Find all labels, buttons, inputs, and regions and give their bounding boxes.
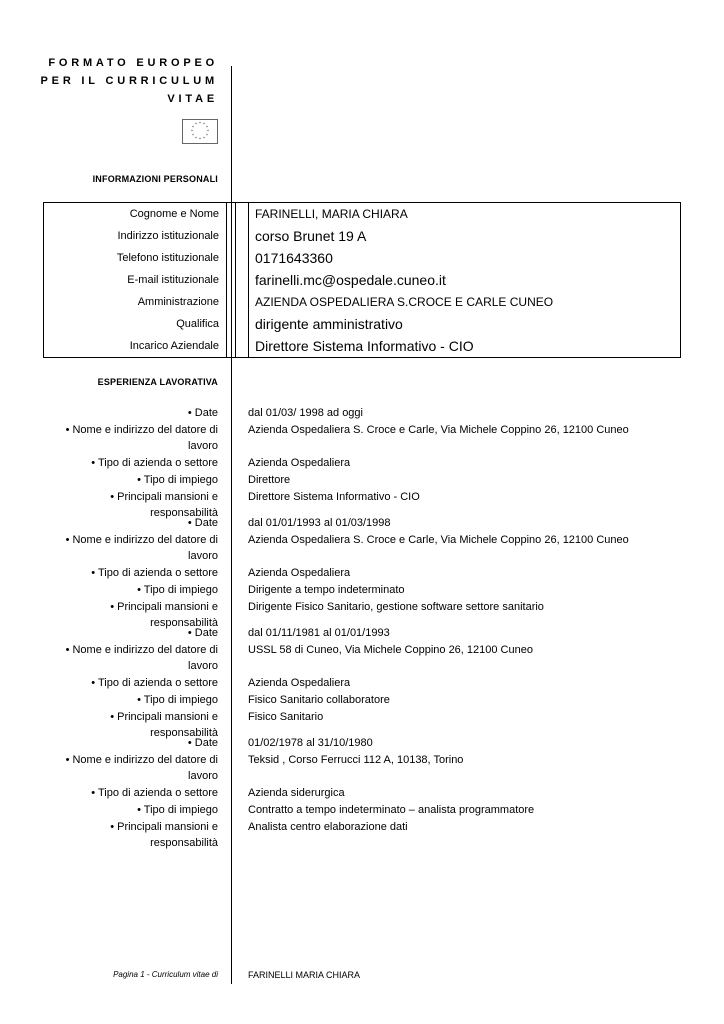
job-sector-row: [40, 565, 690, 581]
svg-text:*: *: [192, 133, 194, 138]
job-type-row: [40, 472, 690, 488]
info-row: [44, 269, 681, 291]
spacer-cell: [227, 313, 236, 335]
info-label: E-mail istituzionale: [44, 269, 227, 291]
job-date-label: • Date: [187, 407, 218, 419]
svg-text:*: *: [195, 122, 197, 127]
svg-text:*: *: [195, 136, 197, 141]
info-label: Cognome e Nome: [44, 203, 227, 226]
spacer-cell: [236, 313, 249, 335]
job-duties: Fisico Sanitario: [248, 711, 324, 723]
info-label: Indirizzo istituzionale: [44, 225, 227, 247]
job-duties-row: [40, 819, 690, 851]
svg-text:*: *: [207, 129, 209, 134]
footer-page-label: Pagina 1 - Curriculum vitae di: [113, 970, 218, 979]
svg-text:*: *: [192, 125, 194, 130]
job-date-label: • Date: [187, 627, 218, 639]
job-employer-label-line1: • Nome e indirizzo del datore di: [65, 644, 218, 656]
job-duties-label: • Principali mansioni e responsabilità: [110, 821, 218, 849]
job-sector: Azienda Ospedaliera: [248, 567, 351, 579]
job-date: dal 01/11/1981 al 01/01/1993: [248, 627, 390, 639]
svg-text:*: *: [203, 136, 205, 141]
job-employer: USSL 58 di Cuneo, Via Michele Coppino 26, 12100 Cuneo: [248, 644, 533, 656]
info-value: FARINELLI, MARIA CHIARA: [255, 207, 408, 221]
job-sector: Azienda siderurgica: [248, 787, 345, 799]
job-type-row: [40, 802, 690, 818]
cv-title-line2: PER IL CURRICULUM: [40, 75, 218, 87]
info-row: [44, 291, 681, 313]
job-date-label: • Date: [187, 517, 218, 529]
job-date-row: [40, 735, 690, 751]
job-sector-label: • Tipo di azienda o settore: [91, 457, 218, 469]
job-employer-row: [40, 642, 690, 674]
job-employer-label: [40, 532, 218, 564]
spacer-cell: [236, 247, 249, 269]
info-value: farinelli.mc@ospedale.cuneo.it: [255, 272, 446, 288]
job-date-label: • Date: [187, 737, 218, 749]
job-employer-label-line2: lavoro: [188, 660, 218, 672]
job-employer: Teksid , Corso Ferrucci 112 A, 10138, Torino: [248, 754, 464, 766]
job-employer: Azienda Ospedaliera S. Croce e Carle, Via Michele Coppino 26, 12100 Cuneo: [248, 534, 629, 546]
job-sector-row: [40, 455, 690, 471]
info-row: [44, 247, 681, 269]
info-label: Telefono istituzionale: [44, 247, 227, 269]
info-row: [44, 225, 681, 247]
job-employer-row: [40, 752, 690, 784]
eu-flag-icon: [182, 119, 218, 144]
job-employer-label-line1: • Nome e indirizzo del datore di: [65, 534, 218, 546]
job-employer-label-line1: • Nome e indirizzo del datore di: [65, 424, 218, 436]
info-value: AZIENDA OSPEDALIERA S.CROCE E CARLE CUNEO: [255, 295, 554, 309]
spacer-cell: [236, 225, 249, 247]
work-experience-heading: ESPERIENZA LAVORATIVA: [97, 377, 218, 387]
spacer-cell: [227, 269, 236, 291]
spacer-cell: [227, 291, 236, 313]
spacer-cell: [227, 225, 236, 247]
footer-name: FARINELLI MARIA CHIARA: [248, 970, 361, 980]
personal-info-table: [43, 202, 681, 358]
spacer-cell: [236, 291, 249, 313]
job-entry: [40, 405, 690, 522]
job-employer-row: [40, 532, 690, 564]
job-employer-label-line2: lavoro: [188, 770, 218, 782]
job-date-row: [40, 405, 690, 421]
job-entry: [40, 515, 690, 632]
info-row: [44, 313, 681, 335]
job-duties: Direttore Sistema Informativo - CIO: [248, 491, 420, 503]
job-sector-label: • Tipo di azienda o settore: [91, 567, 218, 579]
spacer-cell: [227, 203, 236, 226]
job-sector-row: [40, 785, 690, 801]
job-type: Dirigente a tempo indeterminato: [248, 584, 405, 596]
job-type-row: [40, 692, 690, 708]
info-label: Amministrazione: [44, 291, 227, 313]
job-employer: Azienda Ospedaliera S. Croce e Carle, Via Michele Coppino 26, 12100 Cuneo: [248, 424, 629, 436]
svg-text:*: *: [203, 122, 205, 127]
job-type: Direttore: [248, 474, 291, 486]
svg-text:*: *: [199, 137, 201, 142]
job-type-row: [40, 582, 690, 598]
job-employer-label-line2: lavoro: [188, 550, 218, 562]
job-type-label: • Tipo di impiego: [137, 694, 218, 706]
info-value: corso Brunet 19 A: [255, 228, 367, 244]
job-date-row: [40, 515, 690, 531]
job-date: dal 01/03/ 1998 ad oggi: [248, 407, 363, 419]
info-value: dirigente amministrativo: [255, 316, 403, 332]
info-row: [44, 203, 681, 226]
job-employer-label: [40, 422, 218, 454]
job-entry: [40, 735, 690, 852]
job-employer-label-line1: • Nome e indirizzo del datore di: [65, 754, 218, 766]
svg-text:*: *: [191, 129, 193, 134]
info-label: Incarico Aziendale: [44, 335, 227, 358]
info-label: Qualifica: [44, 313, 227, 335]
cv-title-line1: FORMATO EUROPEO: [48, 57, 218, 69]
svg-text:*: *: [206, 125, 208, 130]
job-sector-label: • Tipo di azienda o settore: [91, 787, 218, 799]
job-type: Fisico Sanitario collaboratore: [248, 694, 390, 706]
job-employer-label-line2: lavoro: [188, 440, 218, 452]
info-value: Direttore Sistema Informativo - CIO: [255, 338, 474, 354]
job-duties: Analista centro elaborazione dati: [248, 821, 408, 833]
job-date: 01/02/1978 al 31/10/1980: [248, 737, 373, 749]
spacer-cell: [227, 335, 236, 358]
job-date: dal 01/01/1993 al 01/03/1998: [248, 517, 391, 529]
spacer-cell: [227, 247, 236, 269]
job-type-label: • Tipo di impiego: [137, 584, 218, 596]
job-type: Contratto a tempo indeterminato – analista programmatore: [248, 804, 535, 816]
job-employer-row: [40, 422, 690, 454]
job-duties: Dirigente Fisico Sanitario, gestione software settore sanitario: [248, 601, 544, 613]
job-duties-label: • Principali mansioni e responsabilità: [110, 601, 218, 629]
job-duties-label: • Principali mansioni e responsabilità: [110, 491, 218, 519]
job-employer-label: [40, 752, 218, 784]
job-type-label: • Tipo di impiego: [137, 474, 218, 486]
cv-title-line3: VITAE: [167, 93, 218, 105]
info-row: [44, 335, 681, 358]
job-employer-label: [40, 642, 218, 674]
job-type-label: • Tipo di impiego: [137, 804, 218, 816]
spacer-cell: [236, 269, 249, 291]
job-sector-label: • Tipo di azienda o settore: [91, 677, 218, 689]
svg-text:*: *: [206, 133, 208, 138]
job-sector: Azienda Ospedaliera: [248, 457, 351, 469]
job-date-row: [40, 625, 690, 641]
spacer-cell: [236, 335, 249, 358]
job-sector: Azienda Ospedaliera: [248, 677, 351, 689]
job-duties-label: • Principali mansioni e responsabilità: [110, 711, 218, 739]
svg-text:*: *: [199, 121, 201, 126]
spacer-cell: [236, 203, 249, 226]
info-value: 0171643360: [255, 250, 333, 266]
personal-info-heading: INFORMAZIONI PERSONALI: [92, 174, 218, 184]
job-sector-row: [40, 675, 690, 691]
job-entry: [40, 625, 690, 742]
